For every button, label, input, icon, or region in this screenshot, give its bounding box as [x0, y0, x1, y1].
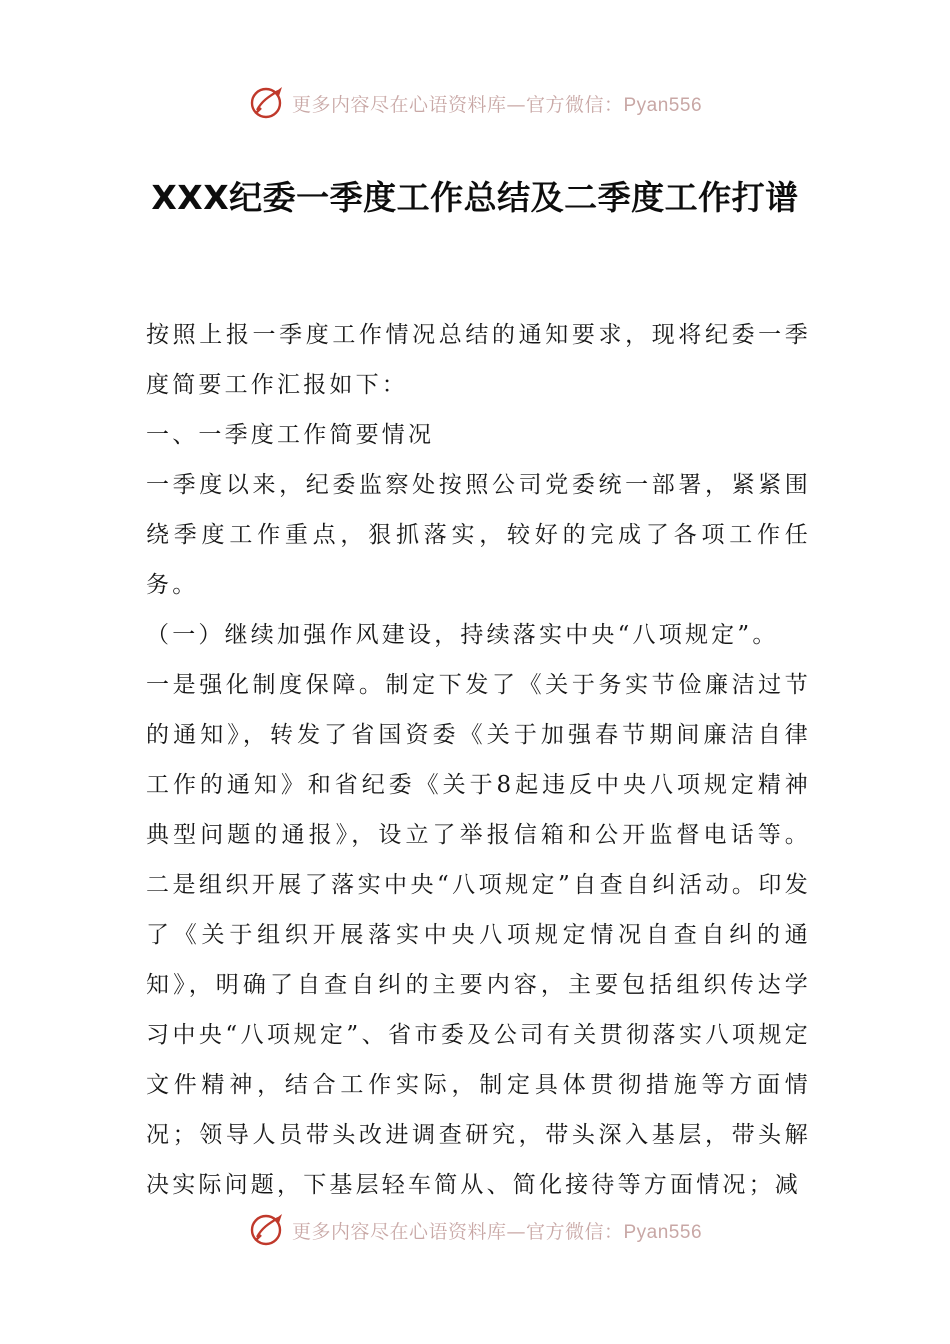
header-watermark-banner [0, 83, 950, 123]
watermark-text: 更多内容尽在心语资料库—官方微信：Pyan556 [291, 93, 703, 116]
footer-watermark-banner [0, 1210, 950, 1250]
paragraph-summary: 一季度以来，纪委监察处按照公司党委统一部署，紧紧围绕季度工作重点，狠抓落实，较好的完成了各项工作任务。 [146, 472, 811, 598]
paragraph-intro: 按照上报一季度工作情况总结的通知要求，现将纪委一季度简要工作汇报如下： [146, 322, 811, 398]
subsection-heading-1: （一）继续加强作风建设，持续落实中央“八项规定”。 [146, 622, 779, 648]
wechat-id: Pyan556 [623, 94, 703, 116]
pen-logo-icon [248, 1210, 288, 1250]
document-body [146, 310, 811, 1210]
section-heading-1: 一、一季度工作简要情况 [146, 422, 435, 448]
paragraph-detail: 一是强化制度保障。制定下发了《关于务实节俭廉洁过节的通知》，转发了省国资委《关于加强春节期间廉洁自律工作的通知》和省纪委《关于8起违反中央八项规定精神典型问题的通报》，设立了举报信箱和公开监督电话等。二是组织开展了落实中央“八项规定”自查自纠活动。印发了《关于组织开展落实中央八项规定情况自查自纠的通知》，明确了自查自纠的主要内容，主要包括组织传达学习中央“八项规定”、省市委及公司有关贯彻落实八项规定文件精神，结合工作实际，制定具体贯彻措施等方面情况；领导人员带头改进调查研究，带头深入基层，带头解决实际问题，下基层轻车简从、简化接待等方面情况；减 [146, 672, 811, 1198]
pen-logo-icon [248, 83, 288, 123]
document-title: XXX纪委一季度工作总结及二季度工作打谱 [151, 178, 799, 217]
watermark-text: 更多内容尽在心语资料库—官方微信：Pyan556 [291, 1220, 703, 1243]
wechat-id: Pyan556 [623, 1221, 703, 1243]
